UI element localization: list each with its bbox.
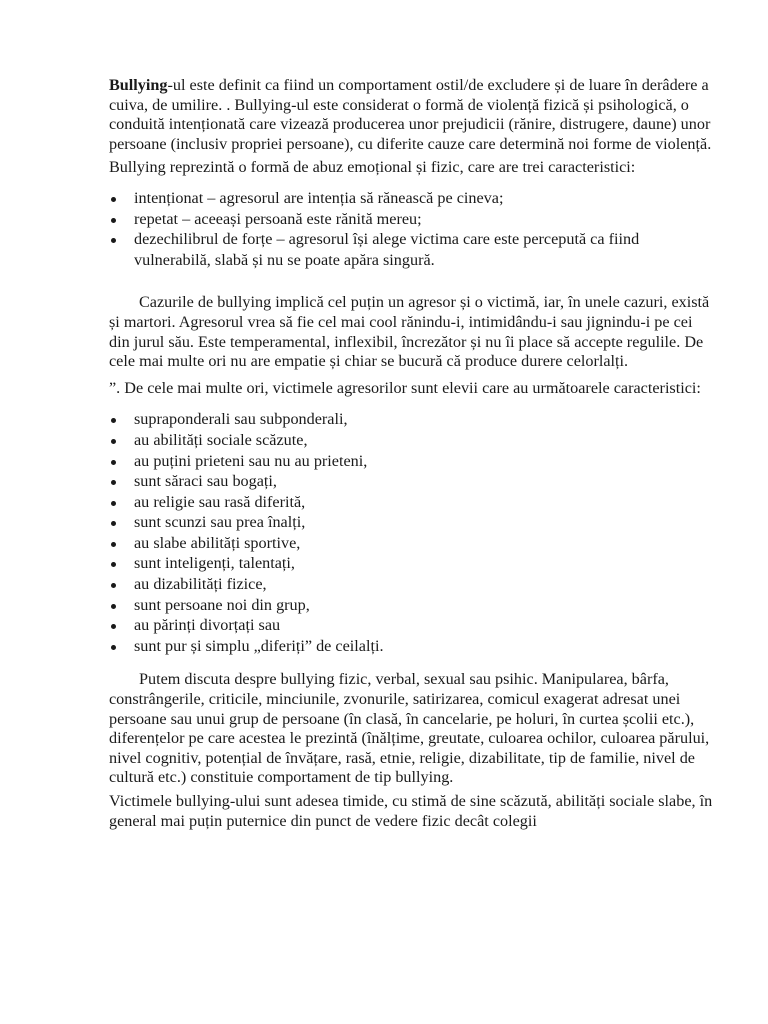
list-item: au abilități sociale scăzute, bbox=[109, 430, 715, 451]
characteristics-list bbox=[109, 188, 715, 270]
list-item: sunt inteligenți, talentați, bbox=[109, 553, 715, 574]
list-item: au slabe abilități sportive, bbox=[109, 533, 715, 554]
list-item: dezechilibrul de forțe – agresorul își alege victima care este percepută ca fiind vulnerabilă, slabă și nu se poate apăra singură. bbox=[109, 229, 715, 270]
list-item: au religie sau rasă diferită, bbox=[109, 492, 715, 513]
forms-paragraph: Putem discuta despre bullying fizic, verbal, sexual sau psihic. Manipularea, bârfa, constrângerile, criticile, minciunile, zvonurile, satirizarea, comicul exagerat adresat unei persoane sau unui grup de persoane (în clasă, în cancelarie, pe holuri, în curtea școlii etc.), diferențelor pe care acestea le prezintă (înălțime, greutate, culoarea ochilor, culoarea părului, nivel cognitiv, potențial de învățare, rasă, etnie, religie, dizabilitate, tip de familie, nivel de cultură etc.) constituie comportament de tip bullying. bbox=[109, 670, 710, 787]
list-item: repetat – aceeași persoană este rănită mereu; bbox=[109, 209, 715, 230]
list-item: sunt persoane noi din grup, bbox=[109, 595, 715, 616]
document-page bbox=[109, 76, 715, 831]
victims-paragraph: Victimele bullying-ului sunt adesea timide, cu stimă de sine scăzută, abilități sociale slabe, în general mai puțin puternice din punct de vedere fizic decât colegii bbox=[109, 792, 713, 830]
list-item: au dizabilități fizice, bbox=[109, 574, 715, 595]
intro-term: Bullying bbox=[109, 76, 168, 94]
intro-definition: -ul este definit ca fiind un comportament ostil/de excludere și de luare în derâdere a cuiva, de umilire. . Bullying-ul este considerat o formă de violență fizică și psihologică, o conduită intenționată care vizează producerea unor prejudicii (rănire, distrugere, daune) unor persoane (inclusiv propriei persoane), cu diferite cauze care determină noi forme de violență. bbox=[109, 76, 712, 153]
list-item: au părinți divorțați sau bbox=[109, 615, 715, 636]
list-item: sunt săraci sau bogați, bbox=[109, 471, 715, 492]
list-item: sunt scunzi sau prea înalți, bbox=[109, 512, 715, 533]
victim-traits-list bbox=[109, 409, 715, 656]
intro-paragraph bbox=[109, 76, 715, 154]
characteristics-intro: Bullying reprezintă o formă de abuz emoțional și fizic, care are trei caracteristici: bbox=[109, 158, 636, 177]
list-item: intenționat – agresorul are intenția să rănească pe cineva; bbox=[109, 188, 715, 209]
list-item: au puțini prieteni sau nu au prieteni, bbox=[109, 451, 715, 472]
victims-intro: ”. De cele mai multe ori, victimele agresorilor sunt elevii care au următoarele caracteristici: bbox=[109, 378, 701, 397]
list-item: supraponderali sau subponderali, bbox=[109, 409, 715, 430]
cases-paragraph: Cazurile de bullying implică cel puțin un agresor și o victimă, iar, în unele cazuri, există și martori. Agresorul vrea să fie cel mai cool rănindu-i, intimidându-i sau jignindu-i pe cei din jurul său. Este temperamental, inflexibil, încrezător și nu îi place să accepte regulile. De cele mai multe ori nu are empatie și chiar se bucură că produce durere celorlalți. bbox=[109, 293, 710, 371]
list-item: sunt pur și simplu „diferiți” de ceilalți. bbox=[109, 636, 715, 657]
